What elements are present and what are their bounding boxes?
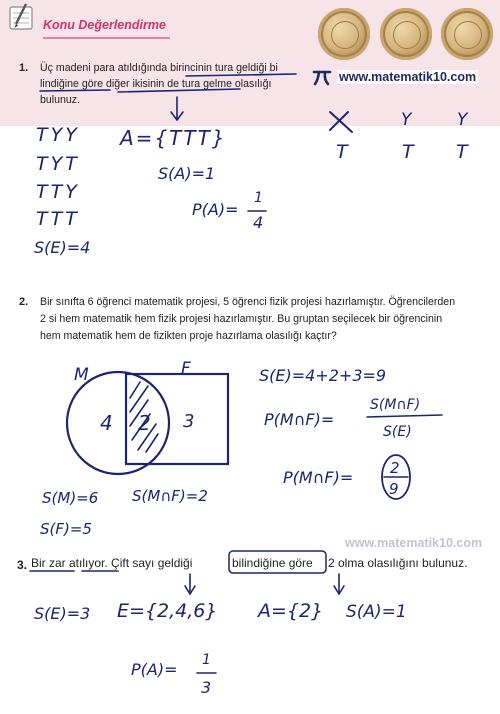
fraction-denominator: 3: [201, 678, 212, 697]
fraction-denominator: S(E): [383, 424, 412, 440]
coin-label: Y: [401, 110, 412, 130]
event-set: A={2}: [258, 600, 324, 622]
question-1-line-3: bulunuz.: [40, 94, 81, 106]
outcome-item: TTY: [36, 181, 80, 203]
probability-label: P(A)=: [192, 200, 239, 219]
event-size: S(A)=1: [158, 164, 216, 183]
fraction-numerator: 1: [202, 652, 211, 668]
venn-label-m: M: [74, 365, 89, 385]
formula-label: P(M∩F)=: [264, 410, 335, 429]
fraction-numerator: 2: [390, 459, 400, 477]
question-number: 3.: [17, 558, 28, 572]
sample-set: E={2,4,6}: [117, 600, 218, 622]
result-label: P(M∩F)=: [283, 468, 354, 487]
sample-size: S(E)=4: [34, 238, 91, 257]
set-size-f: S(F)=5: [40, 520, 92, 538]
question-3-text-a: Bir zar atılıyor. Çift sayı geldiği: [31, 556, 193, 570]
section-title: Konu Değerlendirme: [43, 18, 166, 32]
venn-label-f: F: [181, 359, 191, 379]
watermark-text: www.matematik10.com: [339, 70, 477, 84]
question-2-line-1: Bir sınıfta 6 öğrenci matematik projesi, 5 öğrenci fizik projesi hazırlamıştır. Öğrencilerden: [40, 296, 456, 308]
venn-region-f: 3: [183, 411, 195, 432]
coin-label: T: [456, 141, 468, 163]
coin-label: Y: [457, 110, 468, 130]
coin-label: T: [402, 141, 414, 163]
question-1-line-2: lindiğine göre diğer ikisinin de tura gelme olasılığı: [40, 78, 272, 90]
outcome-item: TYT: [36, 153, 80, 175]
event-set: A={TTT}: [120, 126, 227, 150]
outcome-item: TYY: [36, 124, 80, 146]
set-size-intersection: S(M∩F)=2: [132, 487, 208, 505]
fraction-denominator: 9: [389, 480, 399, 498]
event-size: S(A)=1: [346, 602, 407, 622]
set-size-m: S(M)=6: [42, 489, 99, 507]
outcome-item: TTT: [36, 208, 80, 230]
question-2-line-2: 2 si hem matematik hem fizik projesi hazırlamıştır. Bu gruptan seçilecek bir öğrencinin: [40, 313, 443, 325]
fraction-numerator: 1: [254, 190, 263, 206]
fraction-denominator: 4: [253, 213, 264, 232]
probability-label: P(A)=: [131, 660, 178, 679]
sample-size: S(E)=3: [34, 604, 91, 623]
question-number: 2.: [19, 296, 29, 308]
watermark-text: www.matematik10.com: [345, 536, 483, 550]
sample-size: S(E)=4+2+3=9: [259, 366, 387, 385]
coin-label: T: [336, 141, 348, 163]
question-2-line-3: hem matematik hem de fizikten proje hazırlama olasılığı kaçtır?: [40, 330, 337, 342]
question-1-line-1: Üç madeni para atıldığında birincinin tura geldiği bi: [40, 62, 278, 74]
venn-region-intersection: 2: [138, 411, 151, 435]
question-3-text-b: bilindiğine göre: [232, 556, 313, 570]
question-number: 1.: [19, 62, 29, 74]
venn-region-m: 4: [100, 411, 113, 435]
fraction-numerator: S(M∩F): [370, 397, 421, 413]
question-3-text-c: 2 olma olasılığını bulunuz.: [328, 556, 468, 570]
